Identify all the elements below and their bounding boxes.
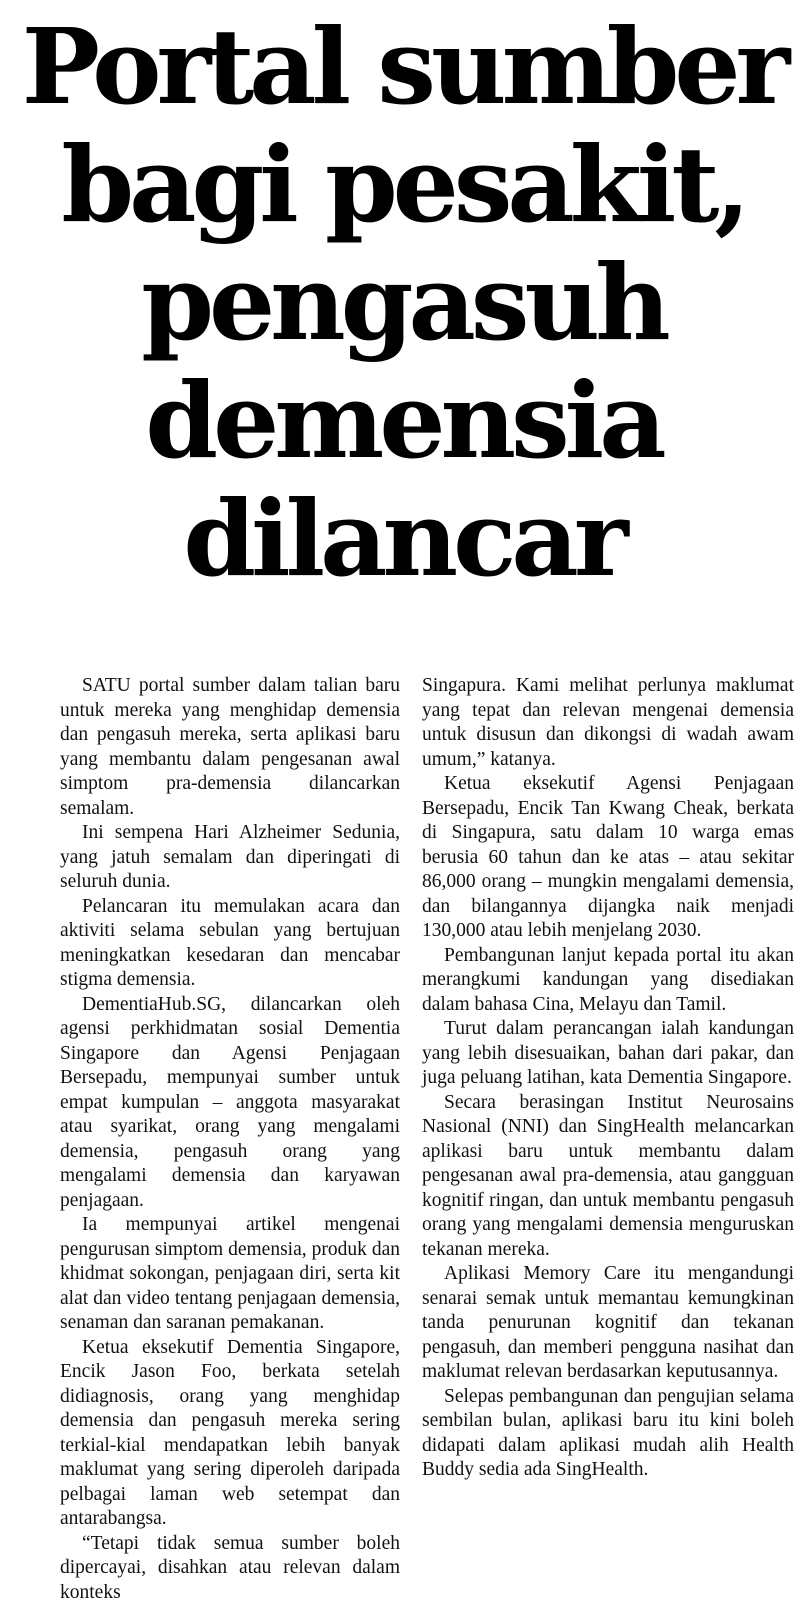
body-paragraph: Ini sempena Hari Alzheimer Sedunia, yang jatuh semalam dan diperingati di seluruh dunia. (60, 821, 400, 895)
body-paragraph: Pembangunan lanjut kepada portal itu akan merangkumi kandungan yang disediakan dalam bahasa Cina, Melayu dan Tamil. (422, 944, 794, 1018)
body-paragraph: Secara berasingan Institut Neurosains Nasional (NNI) dan SingHealth melancarkan aplikasi baru untuk membantu dalam pengesanan awal pra-demensia, atau gangguan kognitif ringan, dan untuk membantu pengasuh orang yang mengalami demensia menguruskan tekanan mereka. (422, 1091, 794, 1263)
body-paragraph: Selepas pembangunan dan pengujian selama sembilan bulan, aplikasi baru itu kini boleh didapati dalam aplikasi mudah alih Health Buddy sedia ada SingHealth. (422, 1385, 794, 1483)
body-paragraph: SATU portal sumber dalam talian baru untuk mereka yang menghidap demensia dan pengasuh mereka, serta aplikasi baru yang membantu dalam pengesanan awal simptom pra-demensia dilancarkan semalam. (60, 674, 400, 821)
body-paragraph: Aplikasi Memory Care itu mengandungi senarai semak untuk memantau kemungkinan tanda penurunan kognitif dan tekanan pengasuh, dan memberi pengguna nasihat dan maklumat relevan berdasarkan keputusannya. (422, 1262, 794, 1385)
article-body (60, 674, 794, 1459)
headline-line: demensia (0, 362, 807, 480)
body-paragraph: Pelancaran itu memulakan acara dan aktiviti selama sebulan yang bertujuan meningkatkan kesedaran dan mencabar stigma demensia. (60, 895, 400, 993)
headline-line: pengasuh (0, 244, 807, 362)
body-paragraph: Ketua eksekutif Agensi Penjagaan Bersepadu, Encik Tan Kwang Cheak, berkata di Singapura, satu dalam 10 warga emas berusia 60 tahun dan ke atas – atau sekitar 86,000 orang – mungkin mengalami demensia, dan bilangannya dijangka naik menjadi 130,000 atau lebih menjelang 2030. (422, 772, 794, 944)
body-paragraph: Ketua eksekutif Dementia Singapore, Encik Jason Foo, berkata setelah didiagnosis, orang yang menghidap demensia dan pengasuh mereka sering terkial-kial mendapatkan lebih banyak maklumat yang sering diperoleh daripada pelbagai laman web setempat dan antarabangsa. (60, 1336, 400, 1532)
body-paragraph: Ia mempunyai artikel mengenai pengurusan simptom demensia, produk dan khidmat sokongan, penjagaan diri, serta kit alat dan video tentang penjagaan demensia, senaman dan saranan pemakanan. (60, 1213, 400, 1336)
headline-line: Portal sumber (0, 8, 807, 126)
body-column-left (60, 674, 400, 1605)
body-paragraph: Turut dalam perancangan ialah kandungan yang lebih disesuaikan, bahan dari pakar, dan juga peluang latihan, kata Dementia Singapore. (422, 1017, 794, 1091)
body-paragraph: “Tetapi tidak semua sumber boleh dipercayai, disahkan atau relevan dalam konteks (60, 1532, 400, 1605)
body-paragraph: DementiaHub.SG, dilancarkan oleh agensi perkhidmatan sosial Dementia Singapore dan Agensi Penjagaan Bersepadu, mempunyai sumber untuk empat kumpulan – anggota masyarakat atau syarikat, orang yang mengalami demensia, pengasuh orang yang mengalami demensia dan karyawan penjagaan. (60, 993, 400, 1214)
body-column-right (422, 674, 794, 1483)
headline-line: dilancar (0, 480, 807, 598)
body-paragraph-continued: Singapura. Kami melihat perlunya maklumat yang tepat dan relevan mengenai demensia untuk disusun dan dikongsi di wadah awam umum,” katanya. (422, 674, 794, 772)
article-headline (0, 8, 807, 598)
headline-line: bagi pesakit, (0, 126, 807, 244)
